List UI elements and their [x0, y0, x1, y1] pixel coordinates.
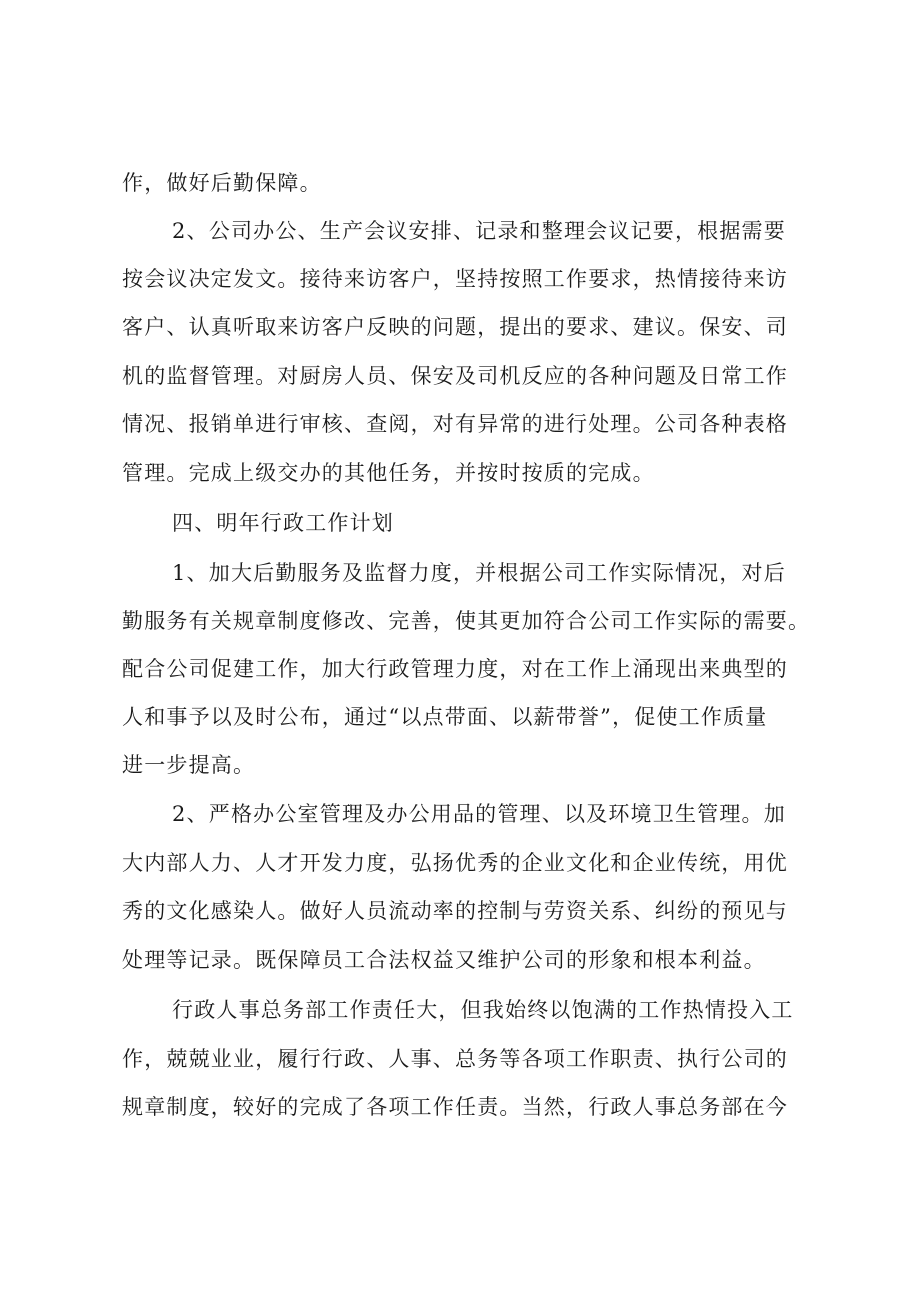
text-line: 人和事予以及时公布，通过“以点带面、以薪带誉”，促使工作质量: [122, 705, 768, 729]
text-line: 1、加大后勤服务及监督力度，并根据公司工作实际情况，对后: [172, 561, 786, 585]
text-line: 管理。完成上级交办的其他任务，并按时按质的完成。: [122, 461, 655, 485]
text-line: 处理等记录。既保障员工合法权益又维护公司的形象和根本利益。: [122, 948, 766, 972]
text-line: 按会议决定发文。接待来访客户，坚持按照工作要求，热情接待来访: [122, 267, 788, 291]
text-line: 作，兢兢业业，履行行政、人事、总务等各项工作职责、执行公司的: [122, 1047, 788, 1071]
text-line: 规章制度，较好的完成了各项工作任责。当然，行政人事总务部在今: [122, 1095, 788, 1119]
text-line: 2、公司办公、生产会议安排、记录和整理会议记要，根据需要: [172, 219, 786, 243]
text-line: 秀的文化感染人。做好人员流动率的控制与劳资关系、纠纷的预见与: [122, 899, 788, 923]
text-line: 大内部人力、人才开发力度，弘扬优秀的企业文化和企业传统，用优: [122, 851, 788, 875]
text-line: 勤服务有关规章制度修改、完善，使其更加符合公司工作实际的需要。: [122, 609, 811, 633]
text-line: 客户、认真听取来访客户反映的问题，提出的要求、建议。保安、司: [122, 315, 788, 339]
text-line: 作，做好后勤保障。: [122, 171, 322, 195]
section-heading: 四、明年行政工作计划: [172, 511, 394, 535]
text-line: 机的监督管理。对厨房人员、保安及司机反应的各种问题及日常工作: [122, 364, 788, 388]
text-line: 2、严格办公室管理及办公用品的管理、以及环境卫生管理。加: [172, 802, 786, 826]
text-line: 情况、报销单进行审核、查阅，对有异常的进行处理。公司各种表格: [122, 412, 788, 436]
text-line: 行政人事总务部工作责任大，但我始终以饱满的工作热情投入工: [172, 998, 794, 1022]
text-line: 配合公司促建工作，加大行政管理力度，对在工作上涌现出来典型的: [122, 657, 788, 681]
text-line: 进一步提高。: [122, 753, 256, 777]
